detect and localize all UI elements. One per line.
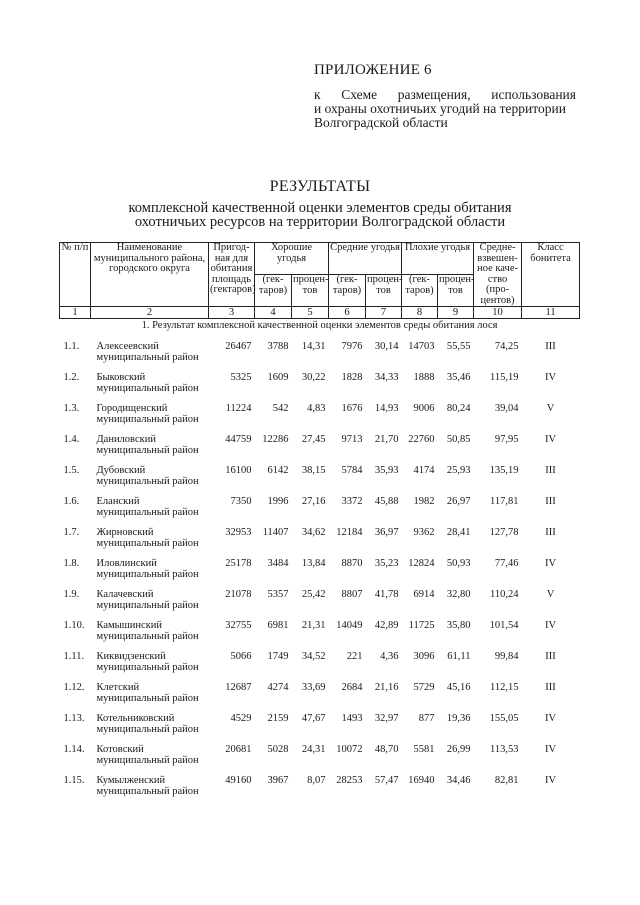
row-number: 1.13. (63, 713, 85, 724)
weighted-quality: 74,25 (494, 341, 519, 352)
column-number: 3 (209, 307, 255, 319)
bad-percent: 55,55 (446, 341, 471, 352)
good-hectares: 3484 (267, 558, 289, 569)
good-percent: 24,31 (301, 744, 326, 755)
habitat-area: 32953 (225, 527, 252, 538)
subtitle-word: к (314, 87, 321, 102)
table-row (60, 342, 580, 373)
header-area: Пригод-ная для обитания площадь (гектаров) (209, 243, 255, 307)
bad-percent: 32,80 (446, 589, 471, 600)
header-good: Хорошие угодья (255, 243, 329, 275)
medium-percent: 41,78 (374, 589, 399, 600)
bad-percent: 28,41 (446, 527, 471, 538)
district-name: Камышинский муниципальный район (96, 620, 199, 642)
medium-percent: 42,89 (374, 620, 399, 631)
bad-hectares: 9006 (413, 403, 435, 414)
bad-percent: 26,97 (446, 496, 471, 507)
table-row (60, 590, 580, 621)
good-hectares: 6981 (267, 620, 289, 631)
bad-percent: 34,46 (446, 775, 471, 786)
good-percent: 27,16 (301, 496, 326, 507)
bad-hectares: 6914 (413, 589, 435, 600)
district-name: Котельниковский муниципальный район (96, 713, 199, 735)
habitat-area: 20681 (225, 744, 252, 755)
bad-percent: 35,80 (446, 620, 471, 631)
bad-hectares: 3096 (413, 651, 435, 662)
row-number: 1.14. (63, 744, 85, 755)
weighted-quality: 99,84 (494, 651, 519, 662)
district-name: Алексеевский муниципальный район (96, 341, 199, 363)
heading-line-2: охотничьих ресурсов на территории Волгоградской области (134, 214, 506, 230)
good-hectares: 1996 (267, 496, 289, 507)
row-number: 1.6. (63, 496, 80, 507)
district-name: Кумылженский муниципальный район (96, 775, 199, 797)
bad-percent: 35,46 (446, 372, 471, 383)
medium-hectares: 8870 (341, 558, 363, 569)
table-row (60, 528, 580, 559)
column-number: 1 (60, 307, 91, 319)
district-name: Иловлинский муниципальный район (96, 558, 199, 580)
good-hectares: 5028 (267, 744, 289, 755)
medium-percent: 32,97 (374, 713, 399, 724)
good-hectares: 4274 (267, 682, 289, 693)
bonitet-class: III (545, 651, 556, 662)
medium-hectares: 7976 (341, 341, 363, 352)
medium-percent: 45,88 (374, 496, 399, 507)
bad-hectares: 16940 (408, 775, 435, 786)
row-number: 1.9. (63, 589, 80, 600)
row-number: 1.11. (63, 651, 85, 662)
section-row (60, 319, 580, 343)
weighted-quality: 115,19 (490, 372, 519, 383)
bonitet-class: V (546, 403, 555, 414)
habitat-area: 25178 (225, 558, 252, 569)
header-medium: Средние угодья (329, 243, 402, 275)
column-numbers-row (60, 307, 580, 319)
header-num: № п/п (60, 243, 91, 307)
bad-hectares: 1888 (413, 372, 435, 383)
column-number: 10 (474, 307, 522, 319)
medium-hectares: 1676 (341, 403, 363, 414)
subtitle-word: Схеме (341, 87, 378, 102)
medium-percent: 34,33 (374, 372, 399, 383)
good-percent: 14,31 (301, 341, 326, 352)
good-percent: 33,69 (301, 682, 326, 693)
medium-hectares: 2684 (341, 682, 363, 693)
good-hectares: 12286 (262, 434, 289, 445)
table-row (60, 373, 580, 404)
heading-line-1: комплексной качественной оценки элементов среды обитания (128, 200, 512, 216)
district-name: Клетский муниципальный район (96, 682, 199, 704)
bad-hectares: 14703 (408, 341, 435, 352)
good-hectares: 6142 (267, 465, 289, 476)
bad-percent: 50,93 (446, 558, 471, 569)
bad-hectares: 12824 (408, 558, 435, 569)
subtitle-word: размещения, (397, 87, 471, 102)
habitat-area: 21078 (225, 589, 252, 600)
good-percent: 34,52 (301, 651, 326, 662)
habitat-area: 44759 (225, 434, 252, 445)
medium-hectares: 14049 (336, 620, 363, 631)
medium-percent: 21,16 (374, 682, 399, 693)
column-number: 8 (402, 307, 438, 319)
weighted-quality: 77,46 (494, 558, 519, 569)
medium-hectares: 1493 (341, 713, 363, 724)
header-weighted: Средне-взвешен-ное каче-ство (про-центов) (474, 243, 522, 307)
medium-percent: 57,47 (374, 775, 399, 786)
bad-percent: 25,93 (446, 465, 471, 476)
medium-hectares: 1828 (341, 372, 363, 383)
results-table (59, 242, 580, 807)
bad-percent: 80,24 (446, 403, 471, 414)
habitat-area: 7350 (230, 496, 252, 507)
subheader-ha: (гек-таров) (402, 275, 438, 307)
good-hectares: 5357 (267, 589, 289, 600)
bad-hectares: 1982 (413, 496, 435, 507)
medium-percent: 35,93 (374, 465, 399, 476)
bonitet-class: III (545, 682, 556, 693)
weighted-quality: 97,95 (494, 434, 519, 445)
good-percent: 21,31 (301, 620, 326, 631)
bonitet-class: IV (544, 744, 557, 755)
weighted-quality: 82,81 (494, 775, 519, 786)
document-title: РЕЗУЛЬТАТЫ (269, 178, 371, 195)
subheader-ha: (гек-таров) (255, 275, 292, 307)
bonitet-class: III (545, 496, 556, 507)
good-percent: 30,22 (301, 372, 326, 383)
table-row (60, 683, 580, 714)
medium-percent: 35,23 (374, 558, 399, 569)
district-name: Котовский муниципальный район (96, 744, 199, 766)
header-class: Класс бонитета (522, 243, 580, 307)
medium-percent: 14,93 (374, 403, 399, 414)
district-name: Даниловский муниципальный район (96, 434, 199, 456)
medium-hectares: 5784 (341, 465, 363, 476)
subheader-ha: (гек-таров) (329, 275, 366, 307)
subtitle-line-3: Волгоградской области (314, 115, 448, 130)
subheader-pct: процен-тов (438, 275, 474, 307)
column-number: 4 (255, 307, 292, 319)
row-number: 1.4. (63, 434, 80, 445)
column-number: 11 (522, 307, 580, 319)
table-row (60, 714, 580, 745)
bonitet-class: IV (544, 775, 557, 786)
column-number: 5 (292, 307, 329, 319)
column-number: 7 (366, 307, 402, 319)
good-hectares: 3788 (267, 341, 289, 352)
weighted-quality: 101,54 (489, 620, 519, 631)
weighted-quality: 110,24 (490, 589, 519, 600)
good-percent: 34,62 (301, 527, 326, 538)
table-row (60, 435, 580, 466)
bonitet-class: III (545, 527, 556, 538)
bonitet-class: V (546, 589, 555, 600)
district-name: Еланский муниципальный район (96, 496, 199, 518)
medium-hectares: 3372 (341, 496, 363, 507)
good-hectares: 1609 (267, 372, 289, 383)
habitat-area: 16100 (225, 465, 252, 476)
bad-percent: 26,99 (446, 744, 471, 755)
weighted-quality: 127,78 (489, 527, 519, 538)
medium-percent: 48,70 (374, 744, 399, 755)
medium-percent: 30,14 (374, 341, 399, 352)
habitat-area: 5325 (230, 372, 252, 383)
weighted-quality: 135,19 (489, 465, 519, 476)
good-percent: 38,15 (301, 465, 326, 476)
habitat-area: 32755 (225, 620, 252, 631)
table-row (60, 745, 580, 776)
district-name: Киквидзенский муниципальный район (96, 651, 199, 673)
bad-hectares: 9362 (413, 527, 435, 538)
header-bad: Плохие угодья (402, 243, 474, 275)
bad-hectares: 11725 (408, 620, 435, 631)
column-number: 6 (329, 307, 366, 319)
bad-percent: 61,11 (447, 651, 471, 662)
habitat-area: 4529 (230, 713, 252, 724)
medium-percent: 36,97 (374, 527, 399, 538)
bad-hectares: 4174 (413, 465, 435, 476)
bonitet-class: IV (544, 372, 557, 383)
bad-percent: 45,16 (446, 682, 471, 693)
good-hectares: 542 (272, 403, 289, 414)
row-number: 1.2. (63, 372, 80, 383)
habitat-area: 49160 (225, 775, 252, 786)
bonitet-class: IV (544, 713, 557, 724)
good-percent: 13,84 (301, 558, 326, 569)
weighted-quality: 155,05 (489, 713, 519, 724)
subtitle-line-1 (314, 88, 576, 102)
row-number: 1.7. (63, 527, 80, 538)
weighted-quality: 117,81 (490, 496, 519, 507)
good-percent: 47,67 (301, 713, 326, 724)
column-number: 9 (438, 307, 474, 319)
row-number: 1.10. (63, 620, 85, 631)
medium-hectares: 9713 (341, 434, 363, 445)
good-percent: 27,45 (301, 434, 326, 445)
district-name: Городищенский муниципальный район (96, 403, 199, 425)
medium-hectares: 12184 (336, 527, 363, 538)
medium-percent: 21,70 (374, 434, 399, 445)
row-number: 1.1. (63, 341, 80, 352)
good-hectares: 11407 (262, 527, 289, 538)
section-title: 1. Результат комплексной качественной оценки элементов среды обитания лося (141, 320, 498, 331)
appendix-label: ПРИЛОЖЕНИЕ 6 (314, 62, 432, 78)
district-name: Быковский муниципальный район (96, 372, 199, 394)
document-heading (0, 201, 640, 229)
weighted-quality: 113,53 (490, 744, 519, 755)
bonitet-class: IV (544, 620, 557, 631)
table-row (60, 559, 580, 590)
table-row (60, 466, 580, 497)
bonitet-class: IV (544, 434, 557, 445)
good-hectares: 3967 (267, 775, 289, 786)
medium-hectares: 8807 (341, 589, 363, 600)
bad-hectares: 5581 (413, 744, 435, 755)
row-number: 1.12. (63, 682, 85, 693)
column-number: 2 (91, 307, 209, 319)
table-body (60, 319, 580, 808)
table-row (60, 621, 580, 652)
district-name: Дубовский муниципальный район (96, 465, 199, 487)
row-number: 1.3. (63, 403, 80, 414)
bonitet-class: III (545, 341, 556, 352)
weighted-quality: 112,15 (490, 682, 519, 693)
good-percent: 4,83 (307, 403, 326, 414)
row-number: 1.5. (63, 465, 80, 476)
habitat-area: 12687 (225, 682, 252, 693)
bonitet-class: III (545, 465, 556, 476)
header-name: Наименование муниципального района, городского округа (91, 243, 209, 307)
subtitle-line-2: и охраны охотничьих угодий на территории (314, 101, 566, 116)
bad-hectares: 5729 (413, 682, 435, 693)
good-percent: 8,07 (307, 775, 326, 786)
bad-hectares: 877 (418, 713, 435, 724)
weighted-quality: 39,04 (494, 403, 519, 414)
medium-hectares: 10072 (336, 744, 363, 755)
table-row (60, 652, 580, 683)
habitat-area: 26467 (225, 341, 252, 352)
subheader-pct: процен-тов (366, 275, 402, 307)
row-number: 1.15. (63, 775, 85, 786)
table-row (60, 497, 580, 528)
appendix-subtitle (314, 88, 576, 130)
medium-percent: 4,36 (380, 651, 399, 662)
table-row (60, 404, 580, 435)
medium-hectares: 28253 (336, 775, 363, 786)
habitat-area: 11224 (225, 403, 252, 414)
good-hectares: 2159 (267, 713, 289, 724)
table-row (60, 776, 580, 807)
habitat-area: 5066 (230, 651, 252, 662)
bonitet-class: IV (544, 558, 557, 569)
row-number: 1.8. (63, 558, 80, 569)
district-name: Калачевский муниципальный район (96, 589, 199, 611)
subtitle-word: использования (491, 87, 576, 102)
district-name: Жирновский муниципальный район (96, 527, 199, 549)
header-row (60, 243, 580, 275)
subheader-pct: процен-тов (292, 275, 329, 307)
good-hectares: 1749 (267, 651, 289, 662)
bad-percent: 19,36 (446, 713, 471, 724)
bad-hectares: 22760 (408, 434, 435, 445)
good-percent: 25,42 (301, 589, 326, 600)
medium-hectares: 221 (346, 651, 363, 662)
bad-percent: 50,85 (446, 434, 471, 445)
